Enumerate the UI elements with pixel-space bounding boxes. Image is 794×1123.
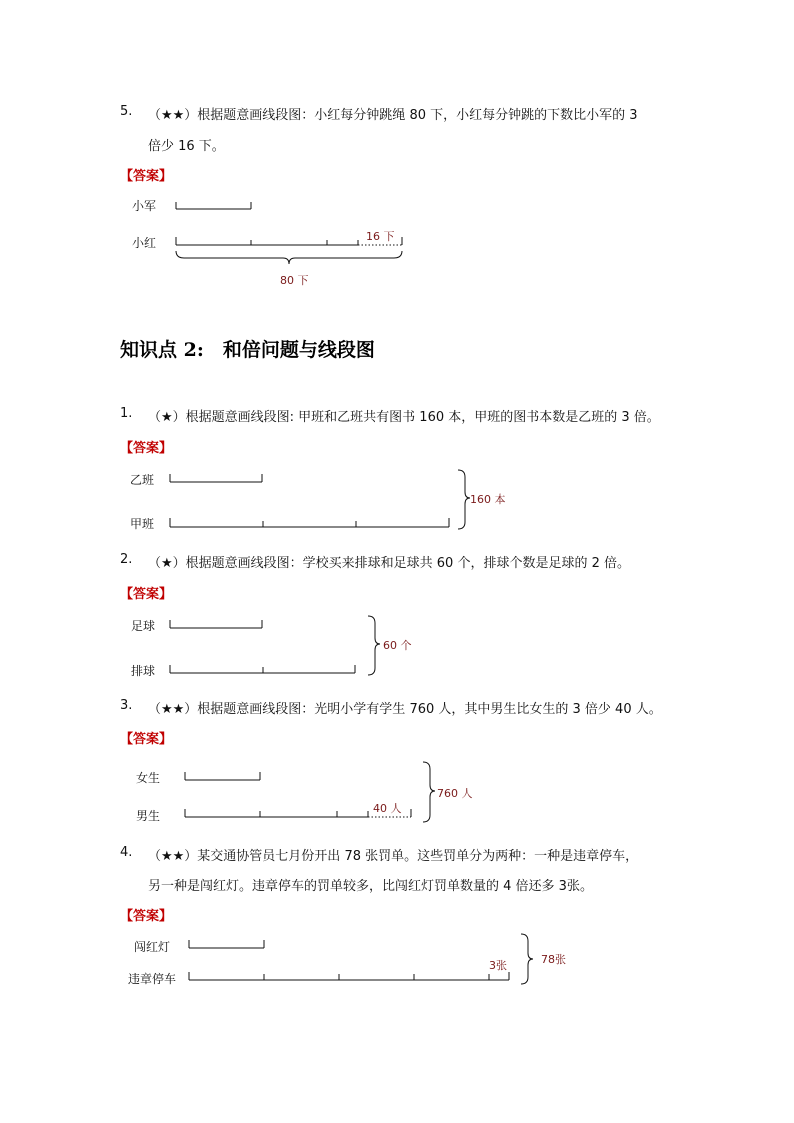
p1-label-yiban: 乙班 — [130, 473, 155, 487]
p4-number: 4. — [120, 845, 133, 860]
p2-answer-label: 【答案】 — [120, 587, 173, 602]
p4-answer-label: 【答案】 — [120, 909, 173, 924]
p1-answer-label: 【答案】 — [120, 441, 173, 456]
p3-label-nvsheng: 女生 — [136, 771, 161, 785]
p1-text: （★）根据题意画线段图: 甲班和乙班共有图书 160 本，甲班的图书本数是乙班的 3 倍。 — [148, 410, 660, 425]
p4-label-chuanghongdeng: 闯红灯 — [134, 940, 171, 954]
p2-label-zuqiu: 足球 — [131, 619, 156, 633]
q5-label-xiaohong: 小红 — [132, 236, 157, 250]
p3-text: （★★）根据题意画线段图：光明小学有学生 760 人，其中男生比女生的 3 倍少 40 人。 — [148, 702, 662, 717]
q5-number: 5. — [120, 104, 133, 119]
q5-total-label: 80 下 — [280, 274, 309, 287]
p1-number: 1. — [120, 406, 133, 421]
p4-label-weizhangtingche: 违章停车 — [128, 972, 177, 986]
p4-text-line2: 另一种是闯红灯。违章停车的罚单较多，比闯红灯罚单数量的 4 倍还多 3张。 — [148, 879, 593, 894]
p4-total-brace — [521, 934, 533, 984]
p4-diff-label: 3张 — [489, 959, 507, 972]
p3-answer-label: 【答案】 — [120, 732, 173, 747]
p2-number: 2. — [120, 552, 133, 567]
q5-text-line2: 倍少 16 下。 — [148, 139, 225, 154]
p1-total-label: 160 本 — [470, 493, 506, 506]
q5-diff-label: 16 下 — [366, 230, 395, 243]
p3-total-label: 760 人 — [437, 787, 473, 800]
p3-label-nansheng: 男生 — [136, 809, 161, 823]
p4-text-line1: （★★）某交通协管员七月份开出 78 张罚单。这些罚单分为两种：一种是违章停车， — [148, 849, 639, 864]
p2-text: （★）根据题意画线段图：学校买来排球和足球共 60 个，排球个数是足球的 2 倍。 — [148, 556, 630, 571]
p4-total-label: 78张 — [541, 953, 566, 966]
p2-label-paiqiu: 排球 — [131, 664, 156, 678]
section-title: 知识点 2: 和倍问题与线段图 — [120, 339, 375, 361]
q5-label-xiaojun: 小军 — [132, 199, 157, 213]
p2-total-label: 60 个 — [383, 639, 412, 652]
p3-number: 3. — [120, 698, 133, 713]
q5-text-line1: （★★）根据题意画线段图：小红每分钟跳绳 80 下，小红每分钟跳的下数比小军的 3 — [148, 108, 638, 123]
q5-answer-label: 【答案】 — [120, 169, 173, 184]
p1-label-jiaban: 甲班 — [130, 517, 155, 531]
p3-diff-label: 40 人 — [373, 802, 402, 815]
